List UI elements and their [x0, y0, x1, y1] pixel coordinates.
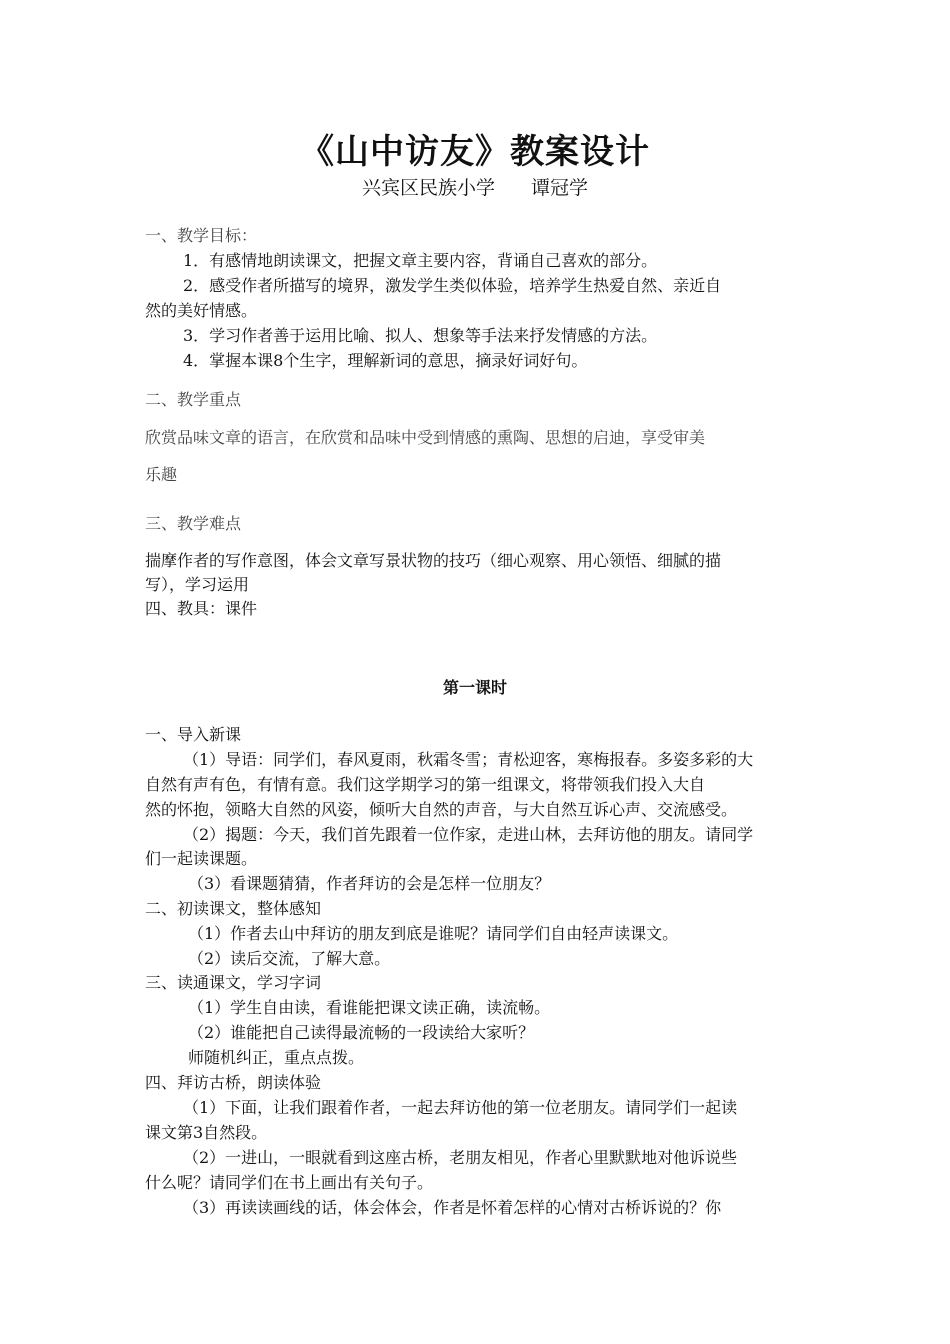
goal-item-4: 4．掌握本课8个生字，理解新词的意思，摘录好词好句。: [183, 351, 588, 370]
goal-item-3: 3．学习作者善于运用比喻、拟人、想象等手法来抒发情感的方法。: [183, 326, 658, 345]
difficulties-text: 揣摩作者的写作意图，体会文章写景状物的技巧（细心观察、用心领悟、细腻的描: [145, 551, 722, 570]
author-school: 兴宾区民族小学: [361, 177, 495, 199]
document-author: [0, 176, 950, 200]
difficulties-text-cont: 写），学习运用: [145, 575, 250, 594]
step-1-para-1-cont-a: 自然有声有色，有情有意。我们这学期学习的第一组课文，将带领我们投入大自: [145, 775, 706, 794]
heading-teaching-goals: 一、教学目标：: [145, 226, 258, 245]
step-1-para-2-cont: 们一起读课题。: [145, 849, 258, 868]
author-name: 谭冠学: [531, 177, 589, 199]
step-3-para-1: （1）学生自由读，看谁能把课文读正确，读流畅。: [188, 998, 551, 1017]
step-4-para-2: （2）一进山，一眼就看到这座古桥，老朋友相见，作者心里默默地对他诉说些: [183, 1148, 738, 1167]
heading-difficulties: 三、教学难点: [145, 514, 242, 533]
key-points-text: 欣赏品味文章的语言，在欣赏和品味中受到情感的熏陶、思想的启迪，享受审美: [145, 428, 706, 447]
goal-item-1: 1．有感情地朗读课文，把握文章主要内容，背诵自己喜欢的部分。: [183, 251, 658, 270]
goal-item-2: 2．感受作者所描写的境界，激发学生类似体验，培养学生热爱自然、亲近自: [183, 276, 722, 295]
step-3-heading: 三、读通课文，学习字词: [145, 973, 322, 992]
step-3-para-3: 师随机纠正，重点点拨。: [188, 1048, 365, 1067]
step-4-para-3: （3）再读读画线的话，体会体会，作者是怀着怎样的心情对古桥诉说的？你: [183, 1198, 722, 1217]
goal-item-2-cont: 然的美好情感。: [145, 301, 258, 320]
step-1-para-2: （2）揭题：今天，我们首先跟着一位作家，走进山林，去拜访他的朋友。请同学: [183, 825, 754, 844]
section-first-lesson: 第一课时: [442, 678, 507, 697]
step-1-para-1-cont-b: 然的怀抱，领略大自然的风姿，倾听大自然的声音，与大自然互诉心声、交流感受。: [145, 800, 738, 819]
step-1-heading: 一、导入新课: [145, 725, 242, 744]
step-4-para-2-cont: 什么呢？请同学们在书上画出有关句子。: [145, 1173, 434, 1192]
heading-teaching-aids: 四、教具：课件: [145, 599, 258, 618]
step-4-para-1-cont: 课文第3自然段。: [145, 1123, 268, 1142]
step-2-para-1: （1）作者去山中拜访的朋友到底是谁呢？请同学们自由轻声读课文。: [188, 924, 679, 943]
step-2-heading: 二、初读课文，整体感知: [145, 899, 322, 918]
step-4-heading: 四、拜访古桥，朗读体验: [145, 1073, 322, 1092]
key-points-text-cont: 乐趣: [145, 465, 178, 484]
step-1-para-1: （1）导语：同学们，春风夏雨，秋霜冬雪；青松迎客，寒梅报春。多姿多彩的大: [183, 750, 754, 769]
document-title: 《山中访友》教案设计: [300, 132, 650, 172]
step-1-para-3: （3）看课题猜猜，作者拜访的会是怎样一位朋友？: [188, 874, 551, 893]
step-4-para-1: （1）下面，让我们跟着作者，一起去拜访他的第一位老朋友。请同学们一起读: [183, 1098, 738, 1117]
step-3-para-2: （2）谁能把自己读得最流畅的一段读给大家听？: [188, 1023, 535, 1042]
heading-key-points: 二、教学重点: [145, 390, 242, 409]
step-2-para-2: （2）读后交流，了解大意。: [188, 949, 391, 968]
